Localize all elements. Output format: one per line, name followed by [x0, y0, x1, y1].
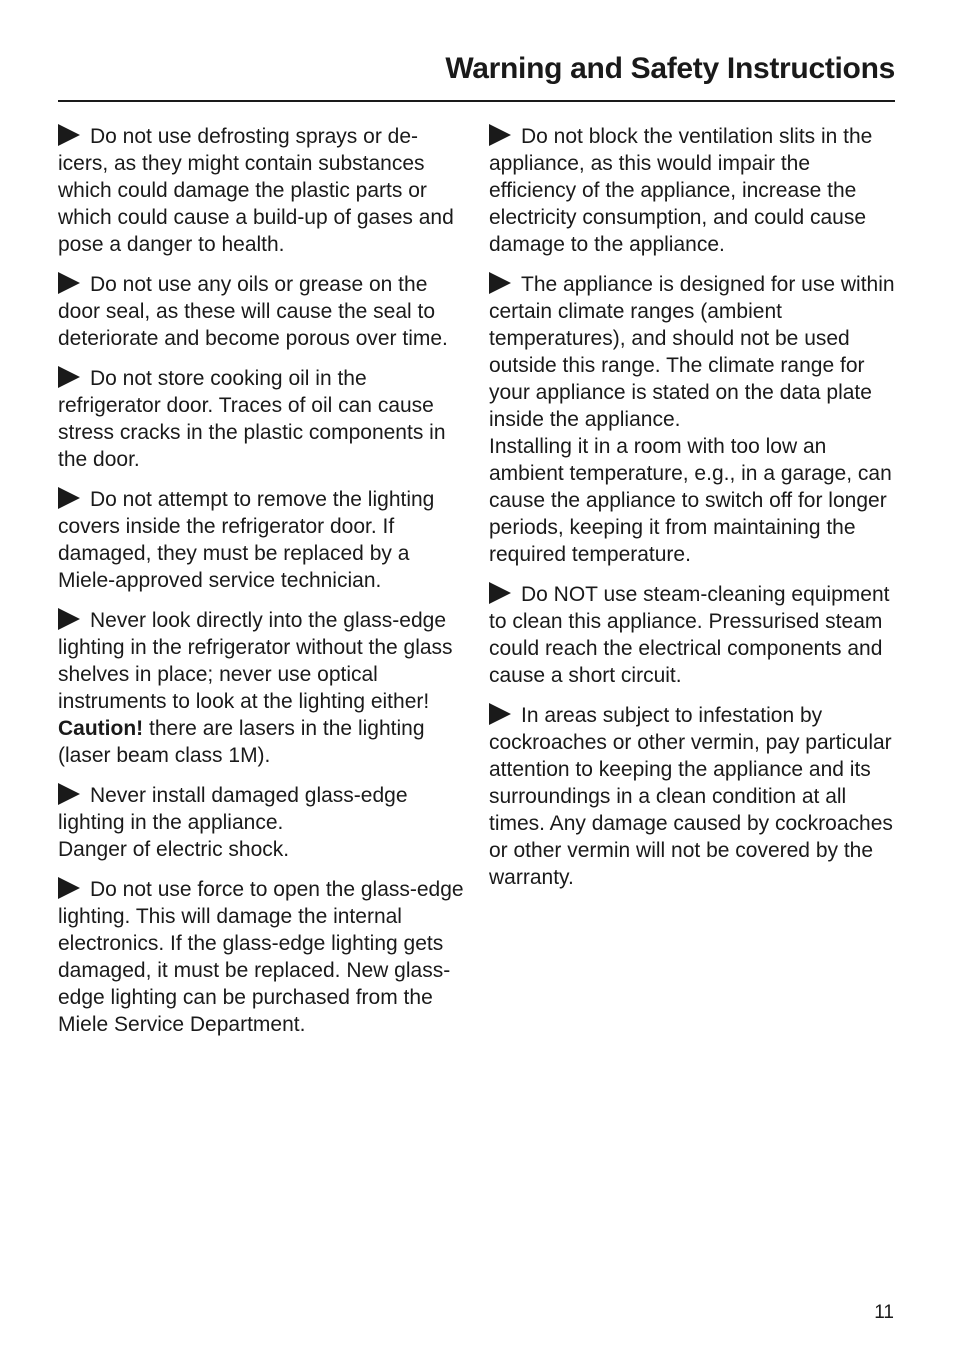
instruction-text: Danger of electric shock. — [58, 838, 290, 861]
instruction-item-climate-range — [489, 271, 901, 568]
instruction-text: Do not use defrosting sprays or de-icers, as they might contain substances which could damage the plastic parts or which could cause a build-up of gases and pose a danger to health. — [58, 125, 454, 256]
instruction-item-cooking-oil — [58, 365, 468, 473]
instruction-item-force-open — [58, 876, 468, 1038]
page-title: Warning and Safety Instructions — [445, 52, 895, 85]
instruction-item-lighting-covers — [58, 486, 468, 594]
triangle-arrow-icon — [489, 582, 511, 604]
instruction-text: In areas subject to infestation by cockroaches or other vermin, pay particular attention to keeping the appliance and its surroundings in a clean condition at all times. Any damage caused by cockroaches or other vermin will not be covered by the warranty. — [489, 704, 893, 889]
triangle-arrow-icon — [58, 783, 80, 805]
right-column — [489, 123, 901, 904]
instruction-item-laser-lighting — [58, 607, 468, 769]
instruction-item-ventilation — [489, 123, 901, 258]
page-number: 11 — [874, 1302, 894, 1323]
instruction-text: The appliance is designed for use within certain climate ranges (ambient temperatures), and should not be used outside this range. The climate range for your appliance is stated on the data plate inside the appliance. — [489, 273, 895, 431]
instruction-item-defrosting-sprays — [58, 123, 468, 258]
instruction-item-vermin — [489, 702, 901, 891]
triangle-arrow-icon — [489, 272, 511, 294]
triangle-arrow-icon — [58, 487, 80, 509]
instruction-text: Do not block the ventilation slits in the appliance, as this would impair the efficiency of the appliance, increase the electricity consumption, and could cause damage to the appliance. — [489, 125, 873, 256]
instruction-item-steam-cleaning — [489, 581, 901, 689]
instruction-text: Do not use any oils or grease on the door seal, as these will cause the seal to deteriorate and become porous over time. — [58, 273, 448, 350]
triangle-arrow-icon — [58, 124, 80, 146]
triangle-arrow-icon — [58, 608, 80, 630]
triangle-arrow-icon — [58, 272, 80, 294]
instruction-text: Do not use force to open the glass-edge lighting. This will damage the internal electronics. If the glass-edge lighting gets damaged, it must be replaced. New glass-edge lighting can be purchased from the Miele Service Department. — [58, 878, 464, 1036]
instruction-text: Do not store cooking oil in the refrigerator door. Traces of oil can cause stress cracks in the plastic components in the door. — [58, 367, 446, 471]
triangle-arrow-icon — [489, 703, 511, 725]
instruction-text: Do NOT use steam-cleaning equipment to clean this appliance. Pressurised steam could reach the electrical components and cause a short circuit. — [489, 583, 890, 687]
instruction-item-door-seal — [58, 271, 468, 352]
triangle-arrow-icon — [58, 877, 80, 899]
triangle-arrow-icon — [489, 124, 511, 146]
page-header — [58, 50, 895, 102]
instruction-text: Never look directly into the glass-edge lighting in the refrigerator without the glass shelves in place; never use optical instruments to look at the lighting either! — [58, 609, 453, 713]
instruction-text: there are lasers in the lighting (laser beam class 1M). — [58, 717, 425, 767]
instruction-text: Installing it in a room with too low an ambient temperature, e.g., in a garage, can cause the appliance to switch off for longer periods, keeping it from maintaining the required temperature. — [489, 435, 892, 566]
left-column — [58, 123, 468, 1051]
instruction-text: Never install damaged glass-edge lighting in the appliance. — [58, 784, 408, 834]
caution-label: Caution! — [58, 717, 144, 740]
instruction-item-damaged-lighting — [58, 782, 468, 863]
instruction-text: Do not attempt to remove the lighting covers inside the refrigerator door. If damaged, they must be replaced by a Miele-approved service technician. — [58, 488, 435, 592]
triangle-arrow-icon — [58, 366, 80, 388]
